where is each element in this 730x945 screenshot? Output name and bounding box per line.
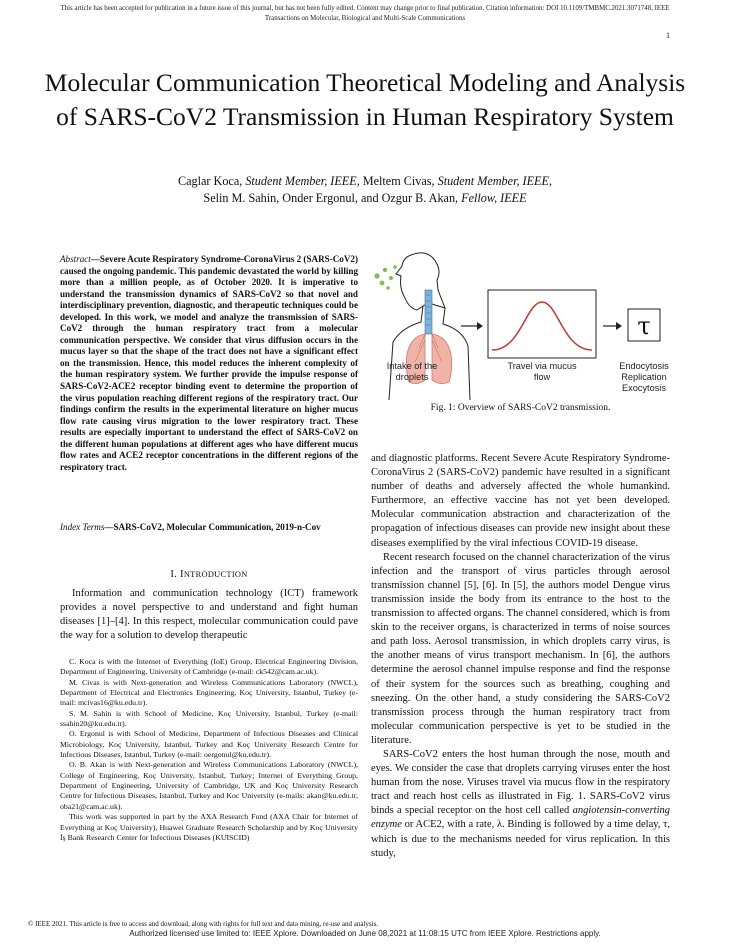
introduction-text (60, 587, 358, 643)
arrow-2-icon (603, 322, 622, 330)
footnote-funding: This work was supported in part by the AXA Research Fund (AXA Chair for Internet of Everything at Koç University), Huawei Graduate Research Scholarship and by Koç University İş Bank Research Center for Infectious Diseases (KUISCID) (60, 812, 358, 842)
footnote-ergonul: O. Ergonul is with School of Medicine, Department of Infectious Diseases and Clinical Microbiology, Koç University, Istanbul, Turkey and Koç University Research Centre for Infectious Diseases, Istanbul, Turkey (e-mail: oergonul@ku.edu.tr). (60, 729, 358, 760)
paragraph-sars-entry-a: SARS-CoV2 enters the host human through the nose, mouth and eyes. We consider the case that droplets carrying viruses enter the host human from the nose. Viruses travel via mucus flow in the respiratory tract and reach host cells as illustrated in Fig. 1. SARS-CoV2 virus binds a special receptor on the host cell called (371, 748, 670, 817)
arrow-1-icon (461, 322, 483, 330)
author-2-role: Student Member, IEEE (437, 174, 549, 188)
author-list (60, 173, 670, 207)
label-endocytosis: Endocytosis Replication Exocytosis (619, 361, 669, 393)
time-delay-box (628, 309, 660, 341)
author-2: , Meltem Civas, (356, 174, 438, 188)
section-title: NTRODUCTION (183, 570, 248, 579)
author-line-2 (60, 190, 670, 207)
label-intake: Intake of the droplets (386, 361, 438, 382)
author-line-1 (60, 173, 670, 190)
figure-caption: Fig. 1: Overview of SARS-CoV2 transmission. (430, 403, 611, 413)
footnote-koca: C. Koca is with the Internet of Everything (IoE) Group, Electrical Engineering Division, Department of Engineering, University of Cambridge (e-mail: ck542@cam.ac.uk). (60, 657, 358, 677)
figure-1 (371, 250, 670, 420)
page-footer (0, 919, 730, 939)
footnote-civas: M. Civas is with Next-generation and Wireless Communications Laboratory (NWCL), Department of Electrical and Electronics Engineering, Koç University, Istanbul, Turkey (e-mail: mcivas16@ku.edu.tr). (60, 677, 358, 708)
abstract-label: Abstract (60, 254, 91, 264)
license-note: © IEEE 2021. This article is free to access and download, along with rights for full text and data mining, re-use and analysis. (28, 920, 379, 928)
abstract-text: —Severe Acute Respiratory Syndrome-CoronaVirus 2 (SARS-CoV2) caused the ongoing pandemic. This pandemic devastated the world by killing more than a million people, as of October 2020. It is imperative to understand the transmission dynamics of SARS-CoV2 so that novel and interdisciplinary prevention, diagnostic, and therapeutic techniques could be developed. In this work, we model and analyze the transmission of SARS-CoV2 through the human respiratory tract from a molecular communication perspective. We consider that virus diffusion occurs in the mucus layer so that the shape of the tract does not have a significant effect on the transmission. Hence, this model reduces the inherent complexity of the human respiratory system. We further provide the impulse response of SARS-CoV2-ACE2 receptor binding event to determine the proportion of the virus population reaching different regions of the respiratory tract. Our findings confirm the results in the experimental literature on higher mucus flow rate causing virus migration to the lower respiratory tract. These results are especially important to understand the effect of SARS-CoV2 on the different human populations at different ages who have different mucus flow rates and ACE2 receptor concentrations in the different regions of the respiratory tract. (60, 254, 358, 472)
intro-paragraph: Information and communication technology (ICT) framework provides a novel perspective to and understand and fight human diseases [1]–[4]. In this respect, molecular communication could pave the way for a solution to develop therapeutic (60, 588, 358, 641)
index-terms (60, 522, 358, 534)
droplets-icon (374, 265, 396, 290)
author-5-role: Fellow, IEEE (461, 191, 527, 205)
page-number: 1 (666, 31, 670, 40)
paper-title: Molecular Communication Theoretical Modeling and Analysis of SARS-CoV2 Transmission in Human Respiratory System (44, 68, 686, 131)
paragraph-sars-entry-b: or ACE2, with a rate, λ. Binding is followed by a time delay, τ, which is due to the mechanisms needed for virus replication. In this study, (371, 819, 670, 859)
index-terms-text: —SARS-CoV2, Molecular Communication, 2019-n-Cov (104, 522, 321, 532)
section-numeral: I. I (170, 569, 184, 580)
mucus-flow-plot (488, 290, 596, 358)
banner-line-2: Transactions on Molecular, Biological and Multi-Scale Communications (264, 14, 466, 22)
ace2-term: angiotensin-converting enzyme (371, 805, 670, 831)
tau-symbol: τ (637, 312, 651, 340)
banner-line-1: This article has been accepted for publication in a future issue of this journal, but has not been fully edited. Content may change prior to final publication. Citation information: DOI 10.1109/TMBMC.2021.3071748, IEEE (60, 5, 670, 12)
footnotes (60, 657, 358, 843)
author-1-role: Student Member, IEEE (245, 174, 357, 188)
footnote-akan: O. B. Akan is with Next-generation and Wireless Communications Laboratory (NWCL), College of Engineering, Koç University, Istanbul, Turkey; Internet of Everything Group, Department of Engineering, University of Cambridge, UK and Koç University Research Centre for Infectious Diseases, Istanbul, Turkey and Koc University (e-mails: akan@ku.edu.tr, oba21@cam.ac.uk). (60, 760, 358, 811)
footnote-sahin: S. M. Sahin is with School of Medicine, Koç University, Istanbul, Turkey (e-mail: ssahin20@ku.edu.tr). (60, 708, 358, 729)
citation-banner (0, 4, 730, 23)
paragraph-diagnostic: and diagnostic platforms. Recent Severe Acute Respiratory Syndrome-CoronaVirus 2 (SARS-CoV2) pandemic have resulted in a significant number of deaths and adversely affected the whole humankind. Furthermore, an effective vaccine has not yet been developed. Molecular communication abstraction and characterization of the propagation of infectious diseases can provide new insight about these diseases exemplified by the viral infectious COVID-19 disease. (371, 453, 670, 549)
authorized-use-note: Authorized licensed use limited to: IEEE Xplore. Downloaded on June 08,2021 at 11:08:15 UTC from IEEE Xplore. Restrictions apply. (129, 929, 601, 938)
index-terms-label: Index Terms (60, 522, 105, 532)
author-1: Caglar Koca, (177, 174, 246, 188)
author-line-2-text: Selin M. Sahin, Onder Ergonul, and Ozgur B. Akan, (203, 191, 462, 205)
section-heading (60, 569, 358, 580)
abstract (60, 254, 358, 473)
author-sep: , (548, 174, 552, 188)
right-column-text (371, 452, 670, 861)
paragraph-recent-research: Recent research focused on the channel characterization of the virus infection and the transport of virus particles through aerosol transmission channel [5], [6]. In [5], the authors model Dengue virus transmission inside the body from its entrance to the host to the transmission to affected organs. The channel considered, which is from skin to the receiver organs, is characterized in terms of noise sources and path loss. Aerosol transmission, in which droplets carry virus, is the another means of virus transport mechanism. In [6], the authors determine the aerosol channel impulse response and find the response of their system for the sources such as breathing, coughing and sneezing. On the other hand, a study considering the SARS-CoV2 transmission process through the human respiratory tract from molecular communication perspective is yet to be studied in the literature. (371, 551, 670, 746)
label-travel: Travel via mucus flow (507, 361, 577, 382)
paragraph-sars-entry (371, 748, 670, 861)
